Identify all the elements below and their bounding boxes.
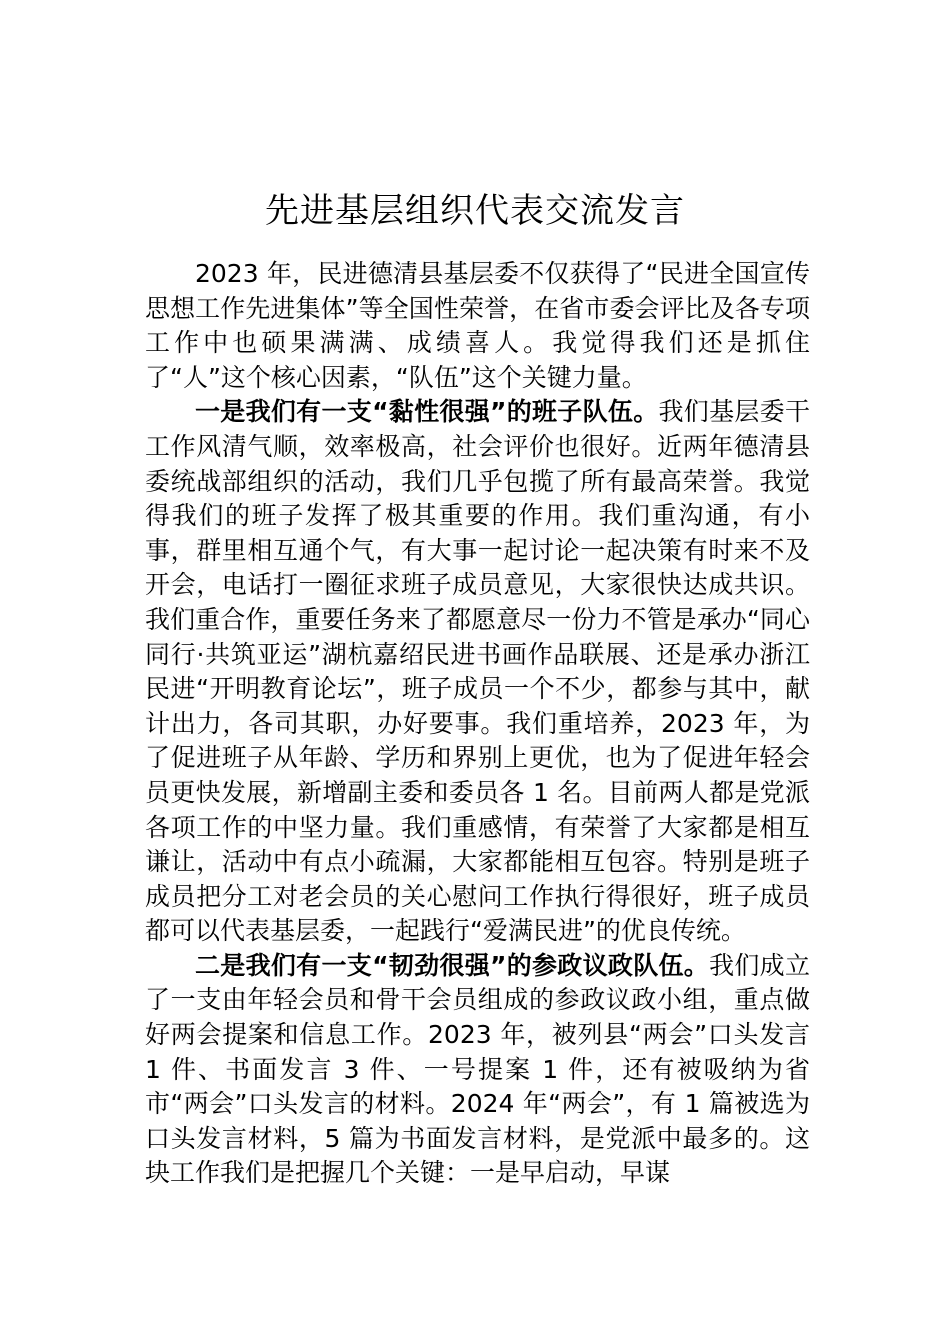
- document-title: 先进基层组织代表交流发言: [265, 190, 685, 231]
- paragraph-leadership-team-lead: 一是我们有一支“黏性很强”的班子队伍。: [195, 397, 659, 427]
- paragraph-leadership-team-text: 我们基层委干工作风清气顺，效率极高，社会评价也很好。近两年德清县委统战部组织的活动，我们几乎包揽了所有最高荣誉。我觉得我们的班子发挥了极其重要的作用。我们重沟通，有小事，群里相互通个气，有大事一起讨论一起决策有时来不及开会，电话打一圈征求班子成员意见，大家很快达成共识。我们重合作，重要任务来了都愿意尽一份力不管是承办“同心同行·共筑亚运”湖杭嘉绍民进书画作品联展、还是承办浙江民进“开明教育论坛”，班子成员一个不少，都参与其中，献计出力，各司其职，办好要事。我们重培养，2023 年，为了促进班子从年龄、学历和界别上更优，也为了促进年轻会员更快发展，新增副主委和委员各 1 名。目前两人都是党派各项工作的中坚力量。我们重感情，有荣誉了大家都是相互谦让，活动中有点小疏漏，大家都能相互包容。特别是班子成员把分工对老会员的关心慰问工作执行得很好，班子成员都可以代表基层委，一起践行“爱满民进”的优良传统。: [145, 397, 810, 946]
- paragraph-intro-text: 2023 年，民进德清县基层委不仅获得了“民进全国宣传思想工作先进集体”等全国性荣誉，在省市委会评比及各专项工作中也硕果满满、成绩喜人。我觉得我们还是抓住了“人”这个核心因素，“队伍”这个关键力量。: [145, 259, 810, 392]
- paragraph-policy-team: [145, 949, 810, 1191]
- paragraph-policy-team-lead: 二是我们有一支“韧劲很强”的参政议政队伍。: [195, 950, 710, 980]
- paragraph-policy-team-text: 我们成立了一支由年轻会员和骨干会员组成的参政议政小组，重点做好两会提案和信息工作。2023 年，被列县“两会”口头发言 1 件、书面发言 3 件、一号提案 1 件，还有被吸纳为省市“两会”口头发言的材料。2024 年“两会”，有 1 篇被选为口头发言材料，5 篇为书面发言材料，是党派中最多的。这块工作我们是把握几个关键：一是早启动，早谋: [145, 950, 810, 1188]
- paragraph-intro: [145, 257, 810, 395]
- document-body: [145, 257, 810, 1191]
- paragraph-leadership-team: [145, 395, 810, 949]
